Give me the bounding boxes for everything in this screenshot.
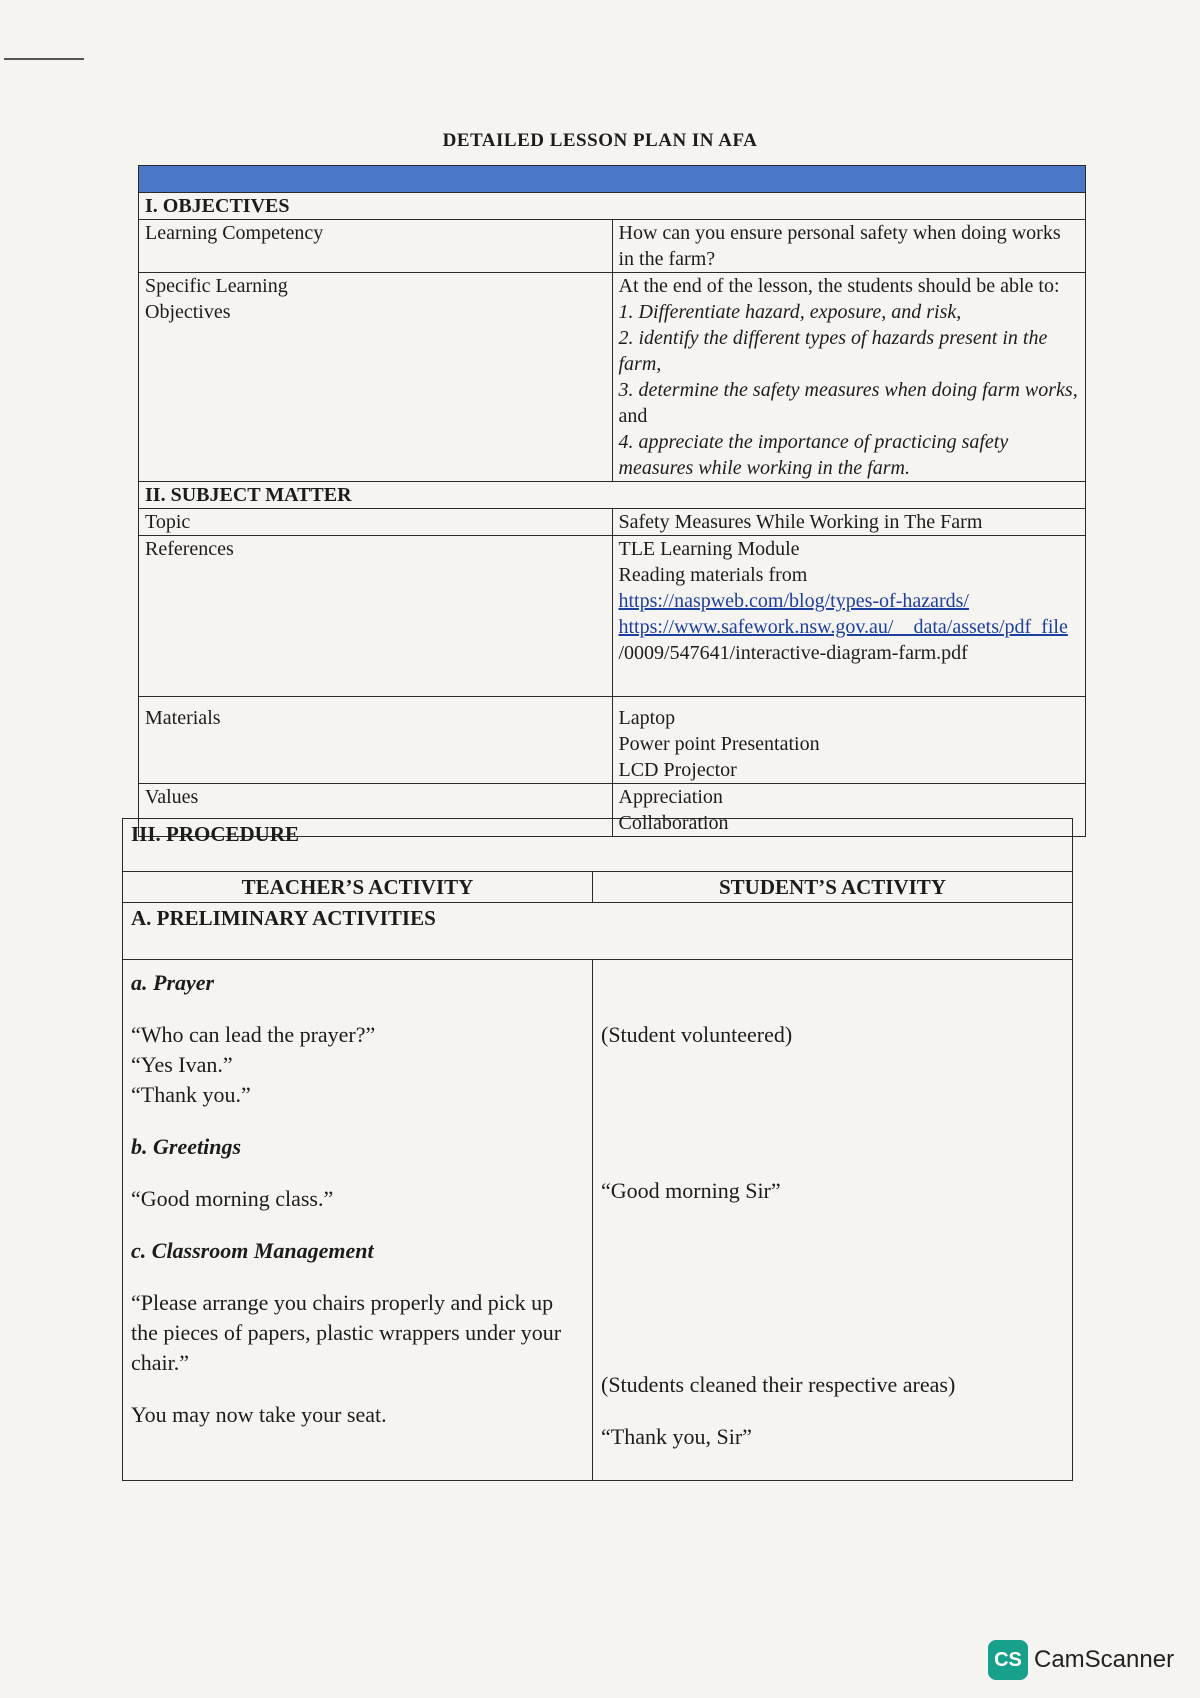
camscanner-logo-icon: CS bbox=[988, 1640, 1028, 1680]
reference-item: TLE Learning Module bbox=[618, 538, 800, 560]
objectives-subject-table bbox=[138, 165, 1086, 837]
specific-label-line2: Objectives bbox=[145, 301, 231, 323]
activities-row bbox=[123, 960, 1073, 1481]
student-line: (Students cleaned their respective areas) bbox=[601, 1372, 956, 1397]
specific-label-line1: Specific Learning bbox=[145, 275, 288, 297]
reference-link-tail: /0009/547641/interactive-diagram-farm.pdf bbox=[618, 642, 968, 664]
learning-competency-row bbox=[139, 220, 1086, 273]
teacher-line: “Who can lead the prayer?” bbox=[131, 1022, 376, 1047]
teacher-activity-header: TEACHER’S ACTIVITY bbox=[123, 872, 593, 903]
topic-label: Topic bbox=[139, 509, 613, 536]
subject-matter-heading: II. SUBJECT MATTER bbox=[139, 482, 1086, 509]
greetings-title: b. Greetings bbox=[131, 1134, 241, 1159]
specific-objectives-label bbox=[139, 273, 613, 482]
learning-competency-label: Learning Competency bbox=[139, 220, 613, 273]
preliminary-row bbox=[123, 903, 1073, 960]
material-item: Power point Presentation bbox=[618, 733, 820, 755]
student-line: “Good morning Sir” bbox=[601, 1178, 781, 1203]
objective-item: 3. determine the safety measures when doing farm works, and bbox=[618, 379, 1078, 427]
specific-objectives-value bbox=[612, 273, 1086, 482]
objectives-heading-row bbox=[139, 193, 1086, 220]
values-label: Values bbox=[139, 784, 613, 837]
table-header-bar bbox=[139, 166, 1086, 193]
value-item: Appreciation bbox=[618, 786, 723, 808]
subject-matter-heading-row bbox=[139, 482, 1086, 509]
student-line: “Thank you, Sir” bbox=[601, 1424, 752, 1449]
activity-headers-row bbox=[123, 872, 1073, 903]
references-row bbox=[139, 536, 1086, 697]
camscanner-text: CamScanner bbox=[1034, 1646, 1175, 1673]
procedure-heading: III. PROCEDURE bbox=[123, 819, 1073, 872]
student-activity-header: STUDENT’S ACTIVITY bbox=[593, 872, 1073, 903]
scan-artifact-line bbox=[4, 58, 84, 60]
reference-item: Reading materials from bbox=[618, 564, 808, 586]
teacher-line: “Good morning class.” bbox=[131, 1186, 334, 1211]
teacher-line: “Yes Ivan.” bbox=[131, 1052, 233, 1077]
topic-value: Safety Measures While Working in The Farm bbox=[612, 509, 1086, 536]
materials-row bbox=[139, 697, 1086, 784]
preliminary-heading: A. PRELIMINARY ACTIVITIES bbox=[123, 903, 1073, 960]
teacher-line: “Thank you.” bbox=[131, 1082, 251, 1107]
camscanner-watermark bbox=[988, 1640, 1174, 1680]
learning-competency-value: How can you ensure personal safety when doing works in the farm? bbox=[612, 220, 1086, 273]
topic-row bbox=[139, 509, 1086, 536]
material-item: LCD Projector bbox=[618, 759, 737, 781]
reference-link[interactable]: https://naspweb.com/blog/types-of-hazards/ bbox=[618, 590, 969, 612]
value-item: Collaboration bbox=[618, 812, 729, 834]
classroom-management-title: c. Classroom Management bbox=[131, 1238, 374, 1263]
materials-label: Materials bbox=[139, 697, 613, 784]
materials-value bbox=[612, 697, 1086, 784]
objective-item: 2. identify the different types of hazards present in the farm, bbox=[618, 327, 1048, 375]
specific-objectives-row bbox=[139, 273, 1086, 482]
references-value bbox=[612, 536, 1086, 697]
document-title: DETAILED LESSON PLAN IN AFA bbox=[442, 130, 758, 151]
objective-item: 1. Differentiate hazard, exposure, and risk, bbox=[618, 301, 962, 323]
student-line: (Student volunteered) bbox=[601, 1022, 793, 1047]
teacher-activity-cell bbox=[123, 960, 593, 1481]
references-label: References bbox=[139, 536, 613, 697]
objectives-heading: I. OBJECTIVES bbox=[139, 193, 1086, 220]
objectives-intro: At the end of the lesson, the students should be able to: bbox=[618, 275, 1060, 297]
procedure-heading-row bbox=[123, 819, 1073, 872]
student-activity-cell bbox=[593, 960, 1073, 1481]
teacher-line: You may now take your seat. bbox=[131, 1402, 387, 1427]
objective-item: 4. appreciate the importance of practicing safety measures while working in the farm. bbox=[618, 431, 1009, 479]
teacher-line: “Please arrange you chairs properly and pick up the pieces of papers, plastic wrappers under your chair.” bbox=[131, 1290, 562, 1375]
procedure-table bbox=[122, 818, 1073, 1481]
reference-link[interactable]: https://www.safework.nsw.gov.au/__data/assets/pdf_file bbox=[618, 616, 1068, 638]
material-item: Laptop bbox=[618, 707, 676, 729]
prayer-title: a. Prayer bbox=[131, 970, 215, 995]
